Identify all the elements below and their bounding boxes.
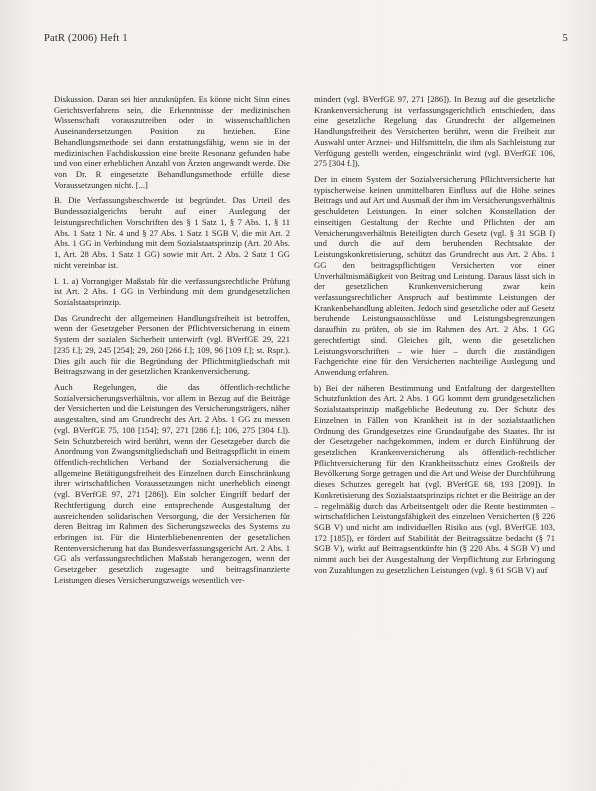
right-column xyxy=(314,94,555,581)
paragraph: b) Bei der näheren Bestimmung und Entfaltung der dargestellten Schutzfunktion des Art. 2 Abs. 1 GG kommt dem grundgesetzlichen Sozialstaatsprinzip maßgebliche Bedeutung zu. Der Schutz des Einzelnen in Fällen von Krankheit ist in der sozialstaatlichen Ordnung des Grundgesetzes eine Grundaufgabe des Staates. Ihr ist der Gesetzgeber nachgekommen, indem er durch Einführung der gesetzlichen Krankenversicherung als öffentlich-rechtlicher Pflichtversicherung für den Krankheitsschutz eines Großteils der Bevölkerung Sorge getragen und die Art und Weise der Durchführung dieses Schutzes geregelt hat (vgl. BVerfGE 68, 193 [209]). In Konkretisierung des Sozialstaatsprinzips richtet er die Beiträge an der – regelmäßig durch das Arbeitsentgelt oder die Rente bestimmten – wirtschaftlichen Leistungsfähigkeit des einzelnen Versicherten (§ 226 SGB V) und nicht am individuellen Risiko aus (vgl. BVerfGE 103, 172 [185]), er fördert auf Stabilität der Beitragssätze bedacht (§ 71 SGB V), wirkt auf Beitragsentkünfte hin (§ 220 Abs. 4 SGB V) und nimmt auch bei der Ausgestaltung der Verpflichtung zur Erbringung von Zuzahlungen zu gesetzlichen Leistungen (vgl. § 61 SGB V) auf xyxy=(314,382,555,575)
paragraph: Diskussion. Daran sei hier anzuknüpfen. Es könne nicht Sinn eines Gerichtsverfahrens sein, die Erkenntnisse der medizinischen Wissenschaft vorauszutreiben oder in wissenschaftlichen Auseinandersetzungen Position zu beziehen. Eine Behandlungsmethode sei dann erstattungsfähig, wenn sie in der medizinischen Fachdiskussion eine breite Resonanz gefunden habe und von einer erheblichen Anzahl von Ärzten angewandt werde. Die von Dr. R eingesetzte Behandlungsmethode erfülle diese Voraussetzungen nicht. [...] xyxy=(54,94,290,190)
paragraph: B. Die Verfassungsbeschwerde ist begründet. Das Urteil des Bundessozialgerichts beruht auf einer Auslegung der leistungsrechtlichen Vorschriften des § 1 Satz 1, § 7 Abs. 1, § 11 Abs. 1 Satz 1 Nr. 4 und § 27 Abs. 1 Satz 1 SGB V, die mit Art. 2 Abs. 1 GG in Verbindung mit dem Sozialstaatsprinzip (Art. 20 Abs. 1, Art. 28 Abs. 1 Satz 1 GG) sowie mit Art. 2 Abs. 2 Satz 1 GG nicht vereinbar ist. xyxy=(54,195,290,270)
paragraph: mindert (vgl. BVerfGE 97, 271 [286]). In Bezug auf die gesetzliche Krankenversicherung ist verfassungsgerichtlich entschieden, dass eine gesetzliche Regelung das Grundrecht der allgemeinen Handlungsfreiheit des Versicherten berührt, wenn die Freiheit zur Auswahl unter Arznei- und Hilfsmitteln, die ihm als Sachleistung zur Verfügung gestellt werden, eingeschränkt wird (vgl. BVerfGE 106, 275 [304 f.]). xyxy=(314,94,555,169)
paragraph: Auch Regelungen, die das öffentlich-rechtliche Sozialversicherungsverhältnis, vor allem in Bezug auf die Beiträge der Versicherten und die Leistungen des Versicherungsträgers, näher ausgestalten, sind am Grundrecht des Art. 2 Abs. 1 GG zu messen (vgl. BVerfGE 75, 108 [154]; 97, 271 [286 f.]; 106, 275 [304 f.]). Sein Schutzbereich wird berührt, wenn der Gesetzgeber durch die Anordnung von Zwangsmitgliedschaft und Beitragspflicht in einem öffentlich-rechtlichen Verband der Sozialversicherung die allgemeine Betätigungsfreiheit des Einzelnen durch Einschränkung ihrer wirtschaftlichen Voraussetzungen nicht unerheblich einengt (vgl. BVerfGE 97, 271 [286]). Ein solcher Eingriff bedarf der Rechtfertigung durch eine entsprechende Ausgestaltung der ausreichenden solidarischen Versorgung, die der Versicherten für deren Beitrag im Rahmen des Sicherungszwecks des Systems zu erbringen ist. Für die Hinterbliebenenrenten der gesetzlichen Rentenversicherung hat das Bundesverfassungsgericht Art. 2 Abs. 1 GG als verfassungsrechtlichen Maßstab herangezogen, wenn der Gesetzgeber gesetzlich zugesagte und beitragsfinanzierte Leistungen dieses Versicherungszweigs wesentlich ver- xyxy=(54,381,290,585)
journal-title: PatR (2006) Heft 1 xyxy=(44,33,128,44)
running-header xyxy=(44,33,568,47)
paragraph: Der in einem System der Sozialversicherung Pflichtversicherte hat typischerweise keinen unmittelbaren Einfluss auf die Höhe seines Beitrags und auf Art und Ausmaß der ihm im Versicherungsverhältnis geschuldeten Leistungen. In einer solchen Konstellation der einseitigen Gestaltung der Rechte und Pflichten der am Versicherungsverhältnis Beteiligten durch Gesetz (vgl. § 31 SGB I) und durch die auf dem beruhenden Rechtsakte der Leistungskonkretisierung, schützt das Grundrecht aus Art. 2 Abs. 1 GG den beitragspflichtigen Versicherten vor einer Unverhältnismäßigkeit von Beitrag und Leistung. Daraus lässt sich in der gesetzlichen Krankenversicherung zwar kein verfassungsrechtlicher Anspruch auf bestimmte Leistungen der Krankenbehandlung ableiten. Jedoch sind gesetzliche oder auf Gesetz beruhende Leistungsausschlüsse und Leistungsbegrenzungen daraufhin zu prüfen, ob sie im Rahmen des Art. 2 Abs. 1 GG gerechtfertigt sind. Gleiches gilt, wenn die gesetzlichen Leistungsvorschriften – wie hier – durch die zuständigen Fachgerichte eine für den Versicherten nachteilige Auslegung und Anwendung erfahren. xyxy=(314,174,555,377)
paragraph: I. 1. a) Vorrangiger Maßstab für die verfassungsrechtliche Prüfung ist Art. 2 Abs. 1 GG in Verbindung mit dem grundgesetzlichen Sozialstaatsprinzip. xyxy=(54,275,290,307)
page-number: 5 xyxy=(562,33,568,44)
paragraph: Das Grundrecht der allgemeinen Handlungsfreiheit ist betroffen, wenn der Gesetzgeber Personen der Pflichtversicherung in einem System der sozialen Sicherheit unterwirft (vgl. BVerfGE 29, 221 [235 f.]; 29, 245 [254]; 29, 260 [266 f.]; 109, 96 [109 f.]; st. Rspr.). Dies gilt auch für die Begründung der Pflichtmitgliedschaft mit Beitragszwang in der gesetzlichen Krankenversicherung. xyxy=(54,312,290,377)
left-column xyxy=(54,94,290,591)
